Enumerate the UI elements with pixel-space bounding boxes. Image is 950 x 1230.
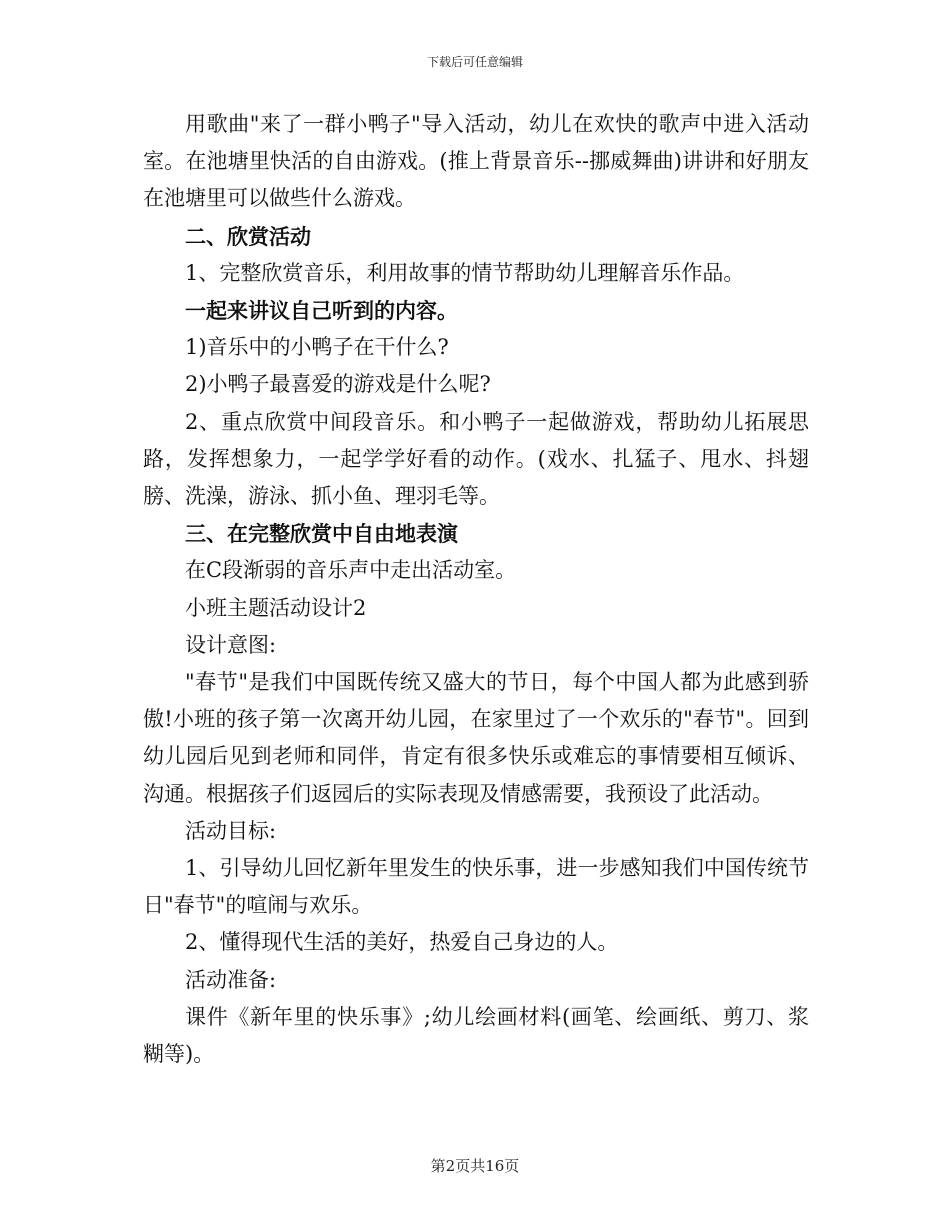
document-body (143, 106, 809, 1073)
design-title: 小班主题活动设计2 (185, 595, 367, 620)
label-goals: 活动目标: (185, 818, 277, 843)
goal-2: 2、懂得现代生活的美好，热爱自己身边的人。 (185, 930, 619, 955)
paragraph-materials: 课件《新年里的快乐事》;幼儿绘画材料(画笔、绘画纸、剪刀、浆糊等)。 (143, 1004, 809, 1067)
paragraph-discuss: 一起来讲议自己听到的内容。 (185, 298, 458, 324)
paragraph-exit: 在C段渐弱的音乐声中走出活动室。 (185, 558, 517, 583)
question-1: 1)音乐中的小鸭子在干什么? (185, 335, 449, 360)
label-preparation: 活动准备: (185, 967, 277, 992)
paragraph-step-1: 1、完整欣赏音乐，利用故事的情节帮助幼儿理解音乐作品。 (185, 260, 745, 285)
paragraph-step-2: 2、重点欣赏中间段音乐。和小鸭子一起做游戏，帮助幼儿拓展思路，发挥想象力，一起学学好看的动作。(戏水、扎猛子、甩水、抖翅膀、洗澡，游泳、抓小鱼、理羽毛等。 (143, 409, 809, 509)
page-header-note: 下载后可任意编辑 (426, 55, 523, 69)
question-2: 2)小鸭子最喜爱的游戏是什么呢? (185, 372, 491, 397)
section-heading-performance: 三、在完整欣赏中自由地表演 (185, 521, 458, 547)
label-design-intent: 设计意图: (185, 632, 277, 657)
paragraph-intro: 用歌曲"来了一群小鸭子"导入活动，幼儿在欢快的歌声中进入活动室。在池塘里快活的自由游戏。(推上背景音乐--挪威舞曲)讲讲和好朋友在池塘里可以做些什么游戏。 (143, 112, 809, 211)
goal-1: 1、引导幼儿回忆新年里发生的快乐事，进一步感知我们中国传统节日"春节"的喧闹与欢乐。 (143, 856, 809, 918)
page-number: 第2页共16页 (430, 1157, 520, 1175)
paragraph-design-intent: "春节"是我们中国既传统又盛大的节日，每个中国人都为此感到骄傲!小班的孩子第一次离开幼儿园，在家里过了一个欢乐的"春节"。回到幼儿园后见到老师和同伴，肯定有很多快乐或难忘的事情要相互倾诉、沟通。根据孩子们返园后的实际表现及情感需要，我预设了此活动。 (143, 670, 809, 806)
section-heading-appreciation: 二、欣赏活动 (185, 223, 311, 249)
